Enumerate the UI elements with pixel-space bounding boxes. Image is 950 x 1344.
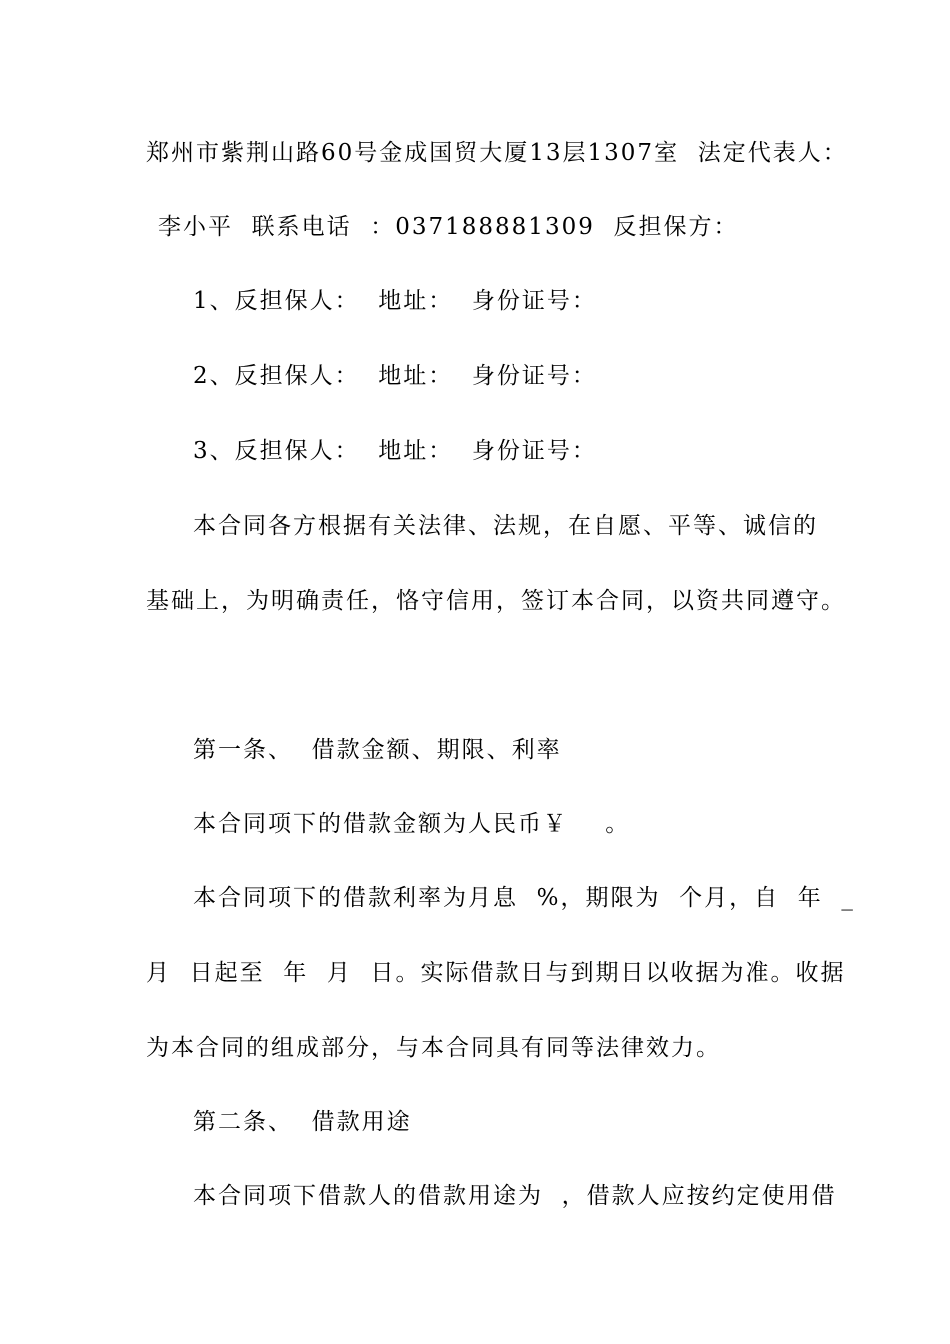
preamble-line-1: 本合同各方根据有关法律、法规，在自愿、平等、诚信的	[193, 513, 818, 539]
preamble-line-2: 基础上，为明确责任，恪守信用，签订本合同，以资共同遵守。	[146, 588, 846, 614]
loan-rate-line-3: 为本合同的组成部分，与本合同具有同等法律效力。	[146, 1035, 721, 1061]
counter-guarantor-2-line: 2、反担保人： 地址： 身份证号：	[193, 363, 597, 389]
article-2-heading: 第二条、 借款用途	[193, 1109, 412, 1135]
address-representative-line: 郑州市紫荆山路60号金成国贸大厦13层1307室 法定代表人：	[146, 140, 848, 166]
loan-purpose-line: 本合同项下借款人的借款用途为 ，借款人应按约定使用借	[193, 1183, 837, 1209]
counter-guarantor-1-line: 1、反担保人： 地址： 身份证号：	[193, 288, 597, 314]
loan-amount-line: 本合同项下的借款金额为人民币￥ 。	[193, 811, 631, 837]
article-1-heading: 第一条、 借款金额、期限、利率	[193, 737, 562, 763]
counter-guarantor-3-line: 3、反担保人： 地址： 身份证号：	[193, 438, 597, 464]
representative-phone-line: 李小平 联系电话 ：037188881309 反担保方：	[158, 214, 739, 240]
loan-rate-line-1: 本合同项下的借款利率为月息 %，期限为 个月，自 年 _	[193, 885, 855, 911]
loan-rate-line-2: 月 日起至 年 月 日。实际借款日与到期日以收据为准。收据	[146, 960, 846, 986]
